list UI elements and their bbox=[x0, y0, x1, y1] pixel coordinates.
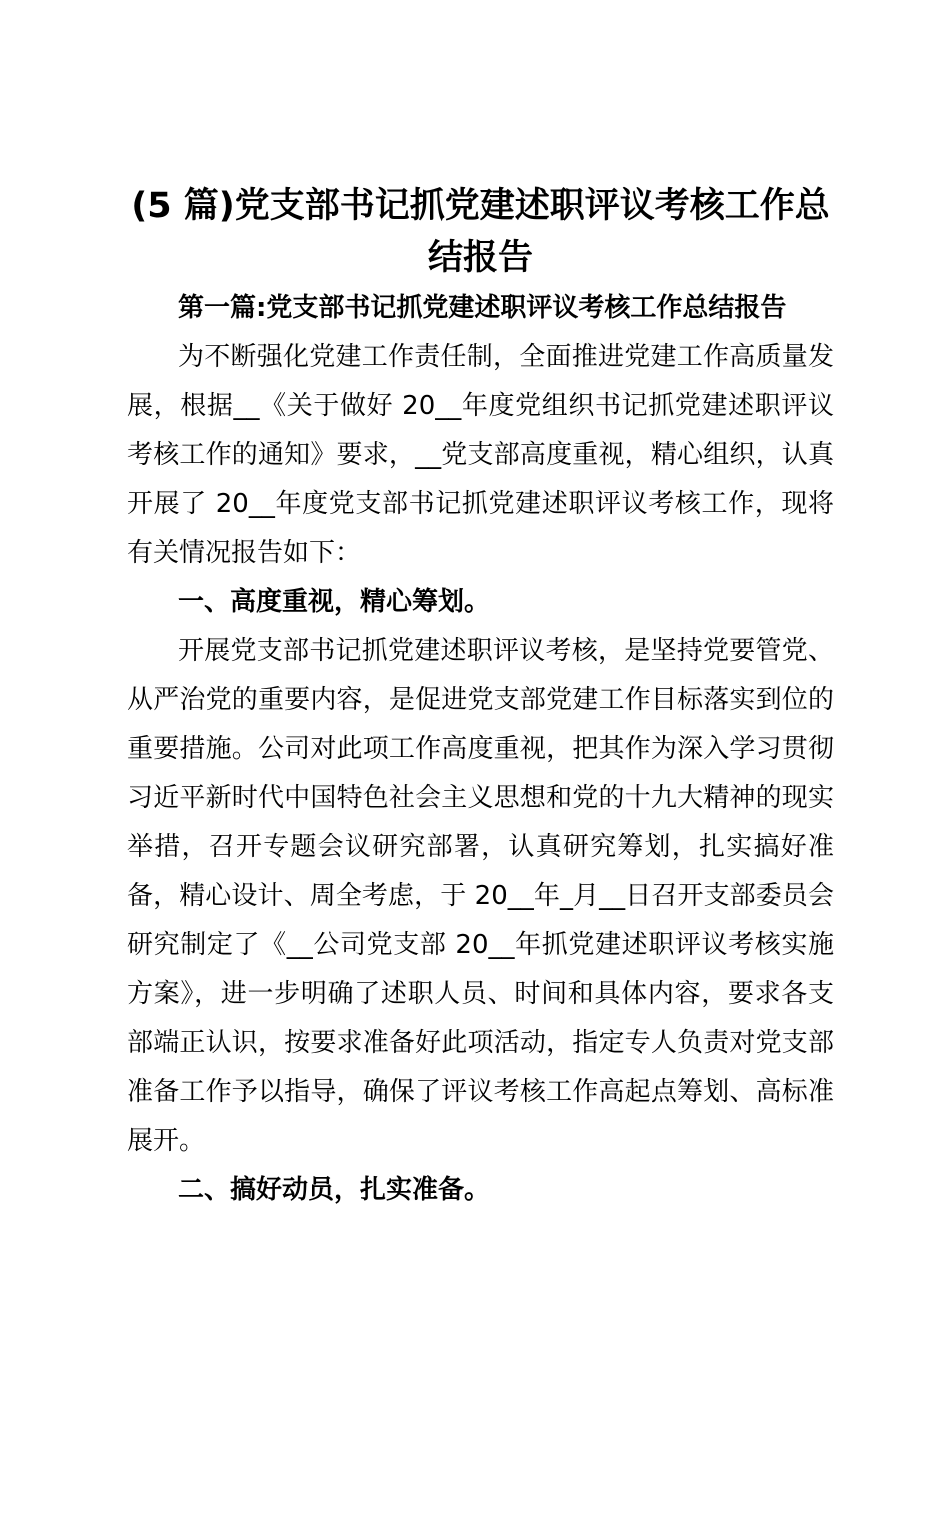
page bbox=[0, 180, 950, 1524]
document-title: (5 篇)党支部书记抓党建述职评议考核工作总结报告 bbox=[131, 186, 830, 278]
section-heading-2: 二、搞好动员，扎实准备。 bbox=[178, 1175, 491, 1205]
body-paragraph: 为不断强化党建工作责任制，全面推进党建工作高质量发展，根据__《关于做好 20__年度党组织书记抓党建述职评议考核工作的通知》要求，__党支部高度重视，精心组织，认真开展了 20__年度党支部书记抓党建述职评议考核工作，现将有关情况报告如下： bbox=[127, 342, 834, 568]
section-heading-1: 一、高度重视，精心筹划。 bbox=[178, 587, 491, 617]
body-paragraph: 开展党支部书记抓党建述职评议考核，是坚持党要管党、从严治党的重要内容，是促进党支部党建工作目标落实到位的重要措施。公司对此项工作高度重视，把其作为深入学习贯彻习近平新时代中国特色社会主义思想和党的十九大精神的现实举措，召开专题会议研究部署，认真研究筹划，扎实搞好准备，精心设计、周全考虑，于 20__年_月__日召开支部委员会研究制定了《__公司党支部 20__年抓党建述职评议考核实施方案》，进一步明确了述职人员、时间和具体内容，要求各支部端正认识，按要求准备好此项活动，指定专人负责对党支部准备工作予以指导，确保了评议考核工作高起点筹划、高标准展开。 bbox=[127, 636, 834, 1156]
section-subtitle: 第一篇:党支部书记抓党建述职评议考核工作总结报告 bbox=[178, 293, 787, 323]
document-page bbox=[0, 180, 950, 1524]
document-content bbox=[127, 180, 834, 1215]
